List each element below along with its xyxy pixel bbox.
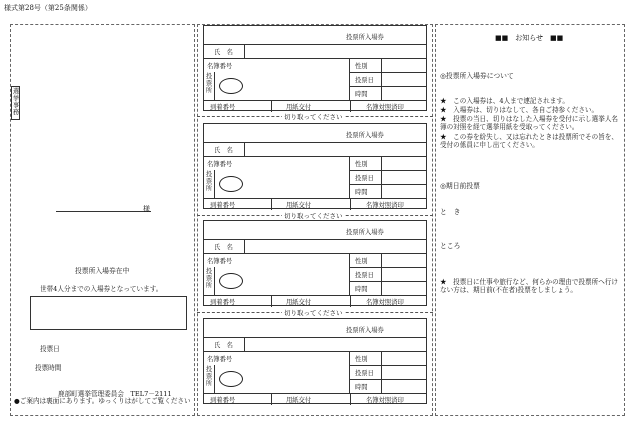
vote-time-label: 投票時間 (35, 364, 62, 372)
gender-label: 性別 (355, 63, 368, 70)
arrival-no-label: 到着番号 (210, 397, 236, 404)
name-label: 氏 名 (214, 342, 233, 349)
arrival-no-label: 到着番号 (210, 104, 236, 111)
vote-day-label: 投票日 (355, 272, 374, 279)
paper-issue-label: 用紙交付 (286, 299, 312, 306)
sama-label: 様 (143, 205, 150, 213)
seal-circle (219, 371, 243, 387)
bullet-2: ★ 入場券は、切りはなして、各自ご持参ください。 (440, 106, 599, 114)
polling-place-label: 投票所 (205, 268, 213, 289)
time-label: 時間 (355, 91, 368, 98)
in-progress-label: 投票所入場券在中 (75, 267, 130, 275)
name-label: 氏 名 (214, 49, 233, 56)
time-label: 時間 (355, 189, 368, 196)
paper-issue-label: 用紙交付 (286, 202, 312, 209)
family-note: 世帯4人分までの入場券となっています。 (40, 285, 163, 293)
register-no-label: 名簿番号 (207, 258, 233, 265)
vote-day-label: 投票日 (355, 370, 374, 377)
right-panel (435, 24, 625, 416)
bullet-4: ★ この券を紛失し、又は忘れたときは投票所でその旨を、受付の係員に申し出てください。 (440, 133, 619, 150)
ticket-title: 投票所入場券 (346, 34, 384, 41)
ticket-3 (203, 220, 427, 306)
arrival-no-label: 到着番号 (210, 202, 236, 209)
vote-day-label: 投票日 (355, 77, 374, 84)
polling-place-label: 投票所 (205, 171, 213, 192)
left-panel (10, 24, 195, 416)
vote-day-label: 投票日 (40, 345, 60, 353)
verify-label: 名簿対照済印 (366, 397, 404, 404)
tokoro-label: ところ (440, 242, 461, 250)
gender-label: 性別 (355, 161, 368, 168)
cut-label-3: 切り取ってください (284, 309, 343, 317)
ticket-title: 投票所入場券 (346, 229, 384, 236)
ticket-4 (203, 318, 427, 404)
ticket-title: 投票所入場券 (346, 132, 384, 139)
name-label: 氏 名 (214, 147, 233, 154)
seal-circle (219, 176, 243, 192)
vote-day-label: 投票日 (355, 175, 374, 182)
election-stamp-label: 選挙事務 (12, 88, 20, 116)
verify-label: 名簿対照済印 (366, 299, 404, 306)
notice-heading: ■■ お知らせ ■■ (495, 34, 564, 42)
polling-place-label: 投票所 (205, 366, 213, 387)
register-no-label: 名簿番号 (207, 356, 233, 363)
toki-label: と き (440, 208, 461, 216)
ticket-1 (203, 25, 427, 111)
seal-circle (219, 78, 243, 94)
address-line (56, 211, 151, 212)
verify-label: 名簿対照済印 (366, 202, 404, 209)
gender-label: 性別 (355, 356, 368, 363)
section-admission: ◎投票所入場券について (440, 72, 514, 80)
ticket-2 (203, 123, 427, 209)
bullet-3: ★ 投票の当日、切りはなした入場券を受付に示し選挙人名簿の対照を経て選挙用紙を受取ってください。 (440, 115, 619, 132)
polling-place-label: 投票所 (205, 73, 213, 94)
paper-issue-label: 用紙交付 (286, 104, 312, 111)
seal-circle (219, 273, 243, 289)
section-early-vote: ◎期日前投票 (440, 182, 480, 190)
cut-label-2: 切り取ってください (284, 212, 343, 220)
register-no-label: 名簿番号 (207, 63, 233, 70)
bullet-early-vote: ★ 投票日に仕事や旅行など、何らかの理由で投票所へ行けない方は、期日前(不在者)投票をしましょう。 (440, 278, 619, 295)
sender: 鹿部町選挙管理委員会 TEL7－2111 (58, 390, 172, 398)
gender-label: 性別 (355, 258, 368, 265)
address-window (30, 296, 187, 330)
paper-issue-label: 用紙交付 (286, 397, 312, 404)
bullet-1: ★ この入場券は、4人まで連記されます。 (440, 97, 569, 105)
time-label: 時間 (355, 384, 368, 391)
notice: ●ご案内は裏面にあります。ゆっくりはがしてご覧ください (14, 397, 191, 405)
election-stamp (11, 86, 20, 120)
cut-label-1: 切り取ってください (284, 113, 343, 121)
register-no-label: 名簿番号 (207, 161, 233, 168)
ticket-title: 投票所入場券 (346, 327, 384, 334)
verify-label: 名簿対照済印 (366, 104, 404, 111)
arrival-no-label: 到着番号 (210, 299, 236, 306)
time-label: 時間 (355, 286, 368, 293)
form-id: 様式第28号（第25条関係） (4, 4, 92, 12)
name-label: 氏 名 (214, 244, 233, 251)
